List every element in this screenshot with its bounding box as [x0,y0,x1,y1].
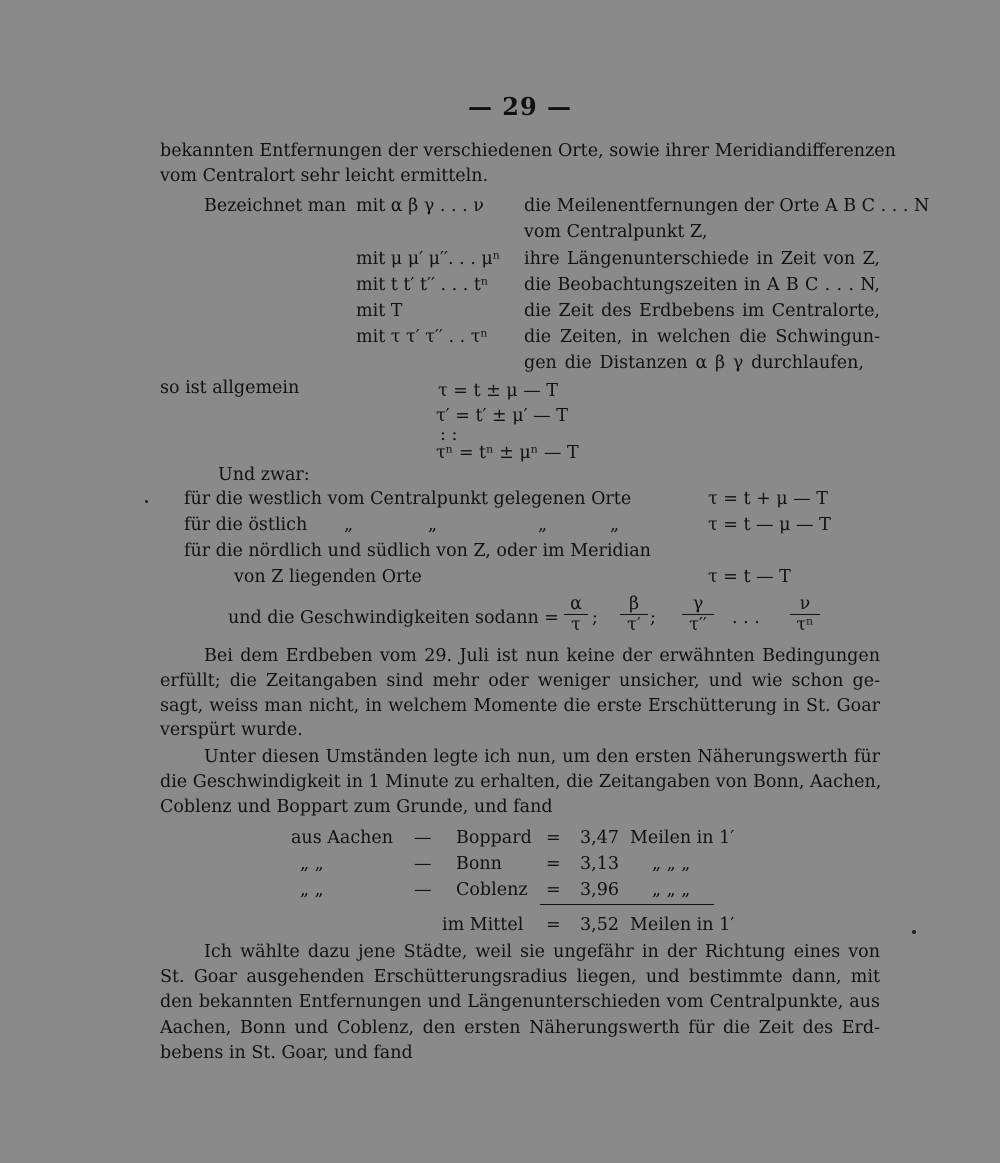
ditto-mark: „ [610,515,620,535]
case-north-equation: τ = t — T [708,567,791,587]
table-mean-label: im Mittel [442,915,524,935]
general-label: so ist allgemein [160,378,300,398]
fraction-separator: ; [650,608,656,628]
table-value: 3,96 [580,880,619,900]
vertical-dots: : : [440,425,458,445]
table-to: Bonn [456,854,502,874]
paragraph-line: St. Goar ausgehenden Erschütterungsradius liegen, und bestimmte dann, mit [160,967,880,987]
table-equals: = [546,854,561,874]
sum-rule [540,904,714,905]
table-value: 3,47 [580,828,619,848]
scan-speck [912,930,916,934]
table-unit: Meilen in 1′ [630,828,735,848]
definitions-lead: Bezeichnet man [204,196,346,216]
paragraph-line: erfüllt; die Zeitangaben sind mehr oder weniger unsicher, und wie schon ge- [160,671,880,691]
paragraph-line: Aachen, Bonn und Coblenz, den ersten Näherungswerth für die Zeit des Erd- [160,1018,880,1038]
case-north-text: für die nördlich und südlich von Z, oder im Meridian [184,541,651,561]
case-west-text: für die westlich vom Centralpunkt gelegenen Orte [184,489,632,509]
table-dash: — [414,880,432,900]
table-value: 3,13 [580,854,619,874]
table-from: „ „ [300,854,324,874]
definition-label: mit τ τ′ τ′′ . . τⁿ [356,327,488,347]
intro-line-1: bekannten Entfernungen der verschiedenen Orte, sowie ihrer Meridiandifferenzen [160,141,896,161]
fraction-numerator: β [620,594,648,615]
paragraph-line: Ich wählte dazu jene Städte, weil sie ungefähr in der Richtung eines von [204,942,880,962]
table-to: Boppard [456,828,532,848]
paragraph-line: verspürt wurde. [160,720,303,740]
table-to: Coblenz [456,880,528,900]
definition-text: die Meilenentfernungen der Orte A B C . . . N [524,196,930,216]
paragraph-line: bebens in St. Goar, und fand [160,1043,413,1063]
fraction [682,594,714,635]
definition-text: ihre Längenunterschiede in Zeit von Z, [524,249,880,269]
fraction-denominator: τⁿ [796,615,814,635]
scan-speck [145,500,148,503]
table-equals: = [546,880,561,900]
table-unit: „ „ „ [652,880,691,900]
general-equation: τ = t ± μ — T [438,381,558,401]
paragraph-line: Coblenz und Boppart zum Grunde, und fand [160,797,553,817]
fraction-numerator: α [564,594,588,615]
intro-line-2: vom Centralort sehr leicht ermitteln. [160,166,489,186]
table-equals: = [546,915,561,935]
fraction [790,594,820,635]
fraction-separator: ; [592,608,598,628]
fraction [620,594,648,635]
definition-label: mit T [356,301,403,321]
ditto-mark: „ [428,515,438,535]
table-from: „ „ [300,880,324,900]
general-equation: τⁿ = tⁿ ± μⁿ — T [436,443,579,463]
fraction-numerator: γ [682,594,714,615]
fraction-denominator: τ′′ [689,615,707,635]
paragraph-line: den bekannten Entfernungen und Längenunterschieden vom Centralpunkte, aus [160,992,880,1012]
ditto-mark: „ [344,515,354,535]
ditto-mark: „ [538,515,548,535]
fraction-denominator: τ′ [627,615,641,635]
fraction [564,594,588,635]
case-east-text: für die östlich [184,515,308,535]
paragraph-line: sagt, weiss man nicht, in welchem Momente die erste Erschütterung in St. Goar [160,696,880,716]
table-mean-unit: Meilen in 1′ [630,915,735,935]
definition-label: mit α β γ . . . ν [356,196,484,216]
definition-text: die Zeit des Erdbebens im Centralorte, [524,301,880,321]
table-mean-value: 3,52 [580,915,619,935]
case-west-equation: τ = t + μ — T [708,489,828,509]
fraction-separator: . . . [732,608,760,628]
paragraph-line: Bei dem Erdbeben vom 29. Juli ist nun keine der erwähnten Bedingungen [204,646,880,666]
table-dash: — [414,828,432,848]
case-north-text-2: von Z liegenden Orte [234,567,422,587]
table-unit: „ „ „ [652,854,691,874]
fraction-denominator: τ [571,615,581,635]
definition-text: die Zeiten, in welchen die Schwingun- [524,327,880,347]
table-dash: — [414,854,432,874]
table-from: aus Aachen [291,828,394,848]
definition-text: gen die Distanzen α β γ durchlaufen, [524,353,864,373]
definition-label: mit t t′ t′′ . . . tⁿ [356,275,489,295]
definition-text: vom Centralpunkt Z, [524,222,708,242]
fraction-numerator: ν [790,594,820,615]
case-east-equation: τ = t — μ — T [708,515,831,535]
paragraph-line: Unter diesen Umständen legte ich nun, um den ersten Näherungswerth für [204,747,880,767]
general-equation: τ′ = t′ ± μ′ — T [436,406,568,426]
table-equals: = [546,828,561,848]
definition-label: mit μ μ′ μ′′. . . μⁿ [356,249,501,269]
definition-text: die Beobachtungszeiten in A B C . . . N, [524,275,880,295]
velocities-text: und die Geschwindigkeiten sodann = [228,608,559,628]
cases-lead: Und zwar: [218,465,310,485]
paragraph-line: die Geschwindigkeit in 1 Minute zu erhalten, die Zeitangaben von Bonn, Aachen, [160,772,882,792]
page-number: — 29 — [467,92,573,121]
